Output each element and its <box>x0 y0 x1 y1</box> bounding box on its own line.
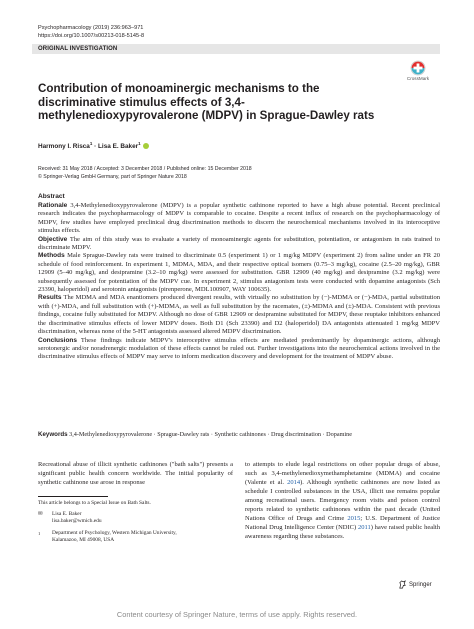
intro-paragraph: Recreational abuse of illicit synthetic cathinones ("bath salts") presents a significant public health concern worldwide. The initial popularity of synthetic cathinone use arose in response <box>38 461 233 486</box>
citation-link[interactable]: 2014 <box>287 479 301 486</box>
special-issue-note <box>38 500 233 507</box>
author-list <box>38 141 149 150</box>
abstract-heading: Abstract <box>38 193 65 200</box>
body-text: ) have raised public health awareness regarding these substances. <box>245 524 440 540</box>
methods-text: Male Sprague-Dawley rats were trained to discriminate 0.5 (experiment 1) or 1 mg/kg MDPV (experiment 2) from saline under an FR 20 schedule of food reinforcement. In experiment 1, MDMA, MDA, and their respective optical isomers (0.75–3 mg/kg), cocaine (2.5–20 mg/kg), GBR 12909 (5–40 mg/kg), and desipramine (3.2–10 mg/kg) were assessed for substitution. GBR 12909 (40 mg/kg) and desipramine (3.2 mg/kg) were subsequently assessed for potentiation of the MDPV cue. In experiment 2, stimulus antagonism tests were conducted with dopamine antagonists (Sch 23390, haloperidol) and serotonin antagonists (pirenperone, MDL100907, WAY 100635). <box>38 252 440 294</box>
courtesy-notice: Content courtesy of Springer Nature, terms of use apply. Rights reserved. <box>116 610 358 619</box>
keywords-label: Keywords <box>38 431 68 438</box>
author-separator: · <box>94 143 97 151</box>
publisher-logo <box>398 580 432 589</box>
author-name[interactable]: Lisa E. Baker <box>98 143 139 151</box>
springer-horse-icon <box>398 580 407 589</box>
objective-text: The aim of this study was to evaluate a variety of monoaminergic agents for substitution, potentiation, or antagonism in rats trained to discriminate MDPV. <box>38 235 440 252</box>
abstract-rationale <box>38 202 440 236</box>
crossmark-icon <box>396 60 440 76</box>
objective-label: Objective <box>38 235 68 243</box>
article-title: Contribution of monoaminergic mechanisms to the discriminative stimulus effects of 3,4-methylenedioxypyrovalerone (MDPV) in Sprague-Dawley rats <box>38 82 375 123</box>
author-name[interactable]: Harmony I. Risca <box>38 143 90 151</box>
journal-citation <box>38 24 144 40</box>
body-text: ). Although synthetic cathinones are now listed as schedule I controlled substances in the USA, illicit use remains popular among recreational users. Emergency room visits and poison control reports related to synthetic cathinones within the past decade (United Nations Office of Drugs and Crime <box>245 479 440 522</box>
affiliation-line: Kalamazoo, MI 49008, USA <box>52 536 115 543</box>
body-text: ; U.S. Department of Justice National Drug Intelligence Center (NDIC) <box>245 515 440 531</box>
abstract-results <box>38 294 440 336</box>
body-paragraph <box>245 460 440 541</box>
affiliation-number <box>38 530 52 544</box>
rationale-text: 3,4-Methylenedioxypyrovalerone (MDPV) is a popular synthetic cathinone reported to have a high abuse potential. Recent preclinical research indicates the psychopharmacology of MDPV is comparable to cocaine. Despite a recent influx of research on the psychopharmacology of MDPV, few studies have employed preclinical drug discrimination methods to discern the neurochemical mechanisms involved in its interoceptive stimulus effects. <box>38 202 441 235</box>
abstract-objective <box>38 236 440 253</box>
citation-link[interactable]: 2011 <box>357 524 371 531</box>
copyright-notice: © Springer-Verlag GmbH Germany, part of Springer Nature 2018 <box>38 174 187 180</box>
doi-link[interactable]: https://doi.org/10.1007/s00213-018-5145-8 <box>38 33 145 39</box>
abstract-section <box>38 193 440 362</box>
affiliation-marker: 1 <box>138 141 141 146</box>
conclusions-label: Conclusions <box>38 336 78 344</box>
body-column-right <box>245 460 440 541</box>
affiliation <box>38 530 233 544</box>
contact-email[interactable]: lisa.baker@wmich.edu <box>52 518 102 525</box>
publisher-name: Springer <box>409 581 432 588</box>
footnote-divider <box>38 496 108 497</box>
crossmark-badge[interactable] <box>396 60 440 84</box>
history-dates: Received: 31 May 2018 / Accepted: 3 December 2018 / Published online: 15 December 2018 <box>38 166 252 172</box>
conclusions-text: These findings indicate MDPV's interoceptive stimulus effects are mediated predominantly by dopaminergic actions, although serotonergic and/or noradrenergic modulation of these effects cannot be ruled out. Further investigations into the neurochemical actions involved in the discriminative stimulus effects of MDPV may serve to inform medication discovery and development for the treatment of MDPV abuse. <box>38 336 440 361</box>
journal-citation-line: Psychopharmacology (2019) 236:963–971 <box>38 25 144 31</box>
results-text: The MDMA and MDA enantiomers produced divergent results, with virtually no substitution by (−)-MDMA or (−)-MDA, partial substitution with (+)-MDA, and full substitution with (+)-MDMA, as well as full substitution by the racemates, (±)-MDMA and (±)-MDA. Consistent with previous findings, cocaine fully substituted for MDPV. Although no dose of GBR 12909 or desipramine substituted for MDPV, these reuptake inhibitors enhanced the discriminative stimulus effects of lower MDPV doses. Both D1 (Sch 23390) and D2 (haloperidol) DA antagonists attenuated 1 mg/kg MDPV discrimination, whereas none of the 5-HT antagonists assessed altered MDPV discrimination. <box>38 294 440 336</box>
affiliation-sup: 1 <box>38 530 41 536</box>
contact-name: Lisa E. Baker <box>52 511 82 518</box>
corresponding-author <box>38 511 233 525</box>
footnotes <box>38 500 233 548</box>
article-history <box>38 165 438 181</box>
body-text: to attempts to elude legal restrictions on other popular drugs of abuse, such as 3,4-methylenedioxymethamphetamine (MDMA) and cocaine (Valente et al. <box>245 461 440 486</box>
special-issue-text: This article belongs to a Special Issue on Bath Salts. <box>38 500 151 506</box>
citation-link[interactable]: 2015 <box>347 515 361 522</box>
keywords-list: 3,4-Methylenedioxypyrovalerone · Sprague-Dawley rats · Synthetic cathinones · Drug discrimination · Dopamine <box>69 431 352 438</box>
methods-label: Methods <box>38 252 65 260</box>
rationale-label: Rationale <box>38 202 68 209</box>
envelope-icon: ✉ <box>38 511 43 518</box>
article-type-banner: ORIGINAL INVESTIGATION <box>32 44 440 54</box>
body-column-left <box>38 460 233 487</box>
abstract-conclusions <box>38 337 440 362</box>
results-label: Results <box>38 294 62 302</box>
affiliation-marker: 1 <box>89 141 93 146</box>
keywords-section <box>38 431 440 439</box>
crossmark-label: CrossMark <box>406 76 430 81</box>
affiliation-line: Department of Psychology, Western Michigan University, <box>52 529 177 536</box>
abstract-methods <box>38 252 440 294</box>
orcid-icon[interactable] <box>143 143 149 149</box>
